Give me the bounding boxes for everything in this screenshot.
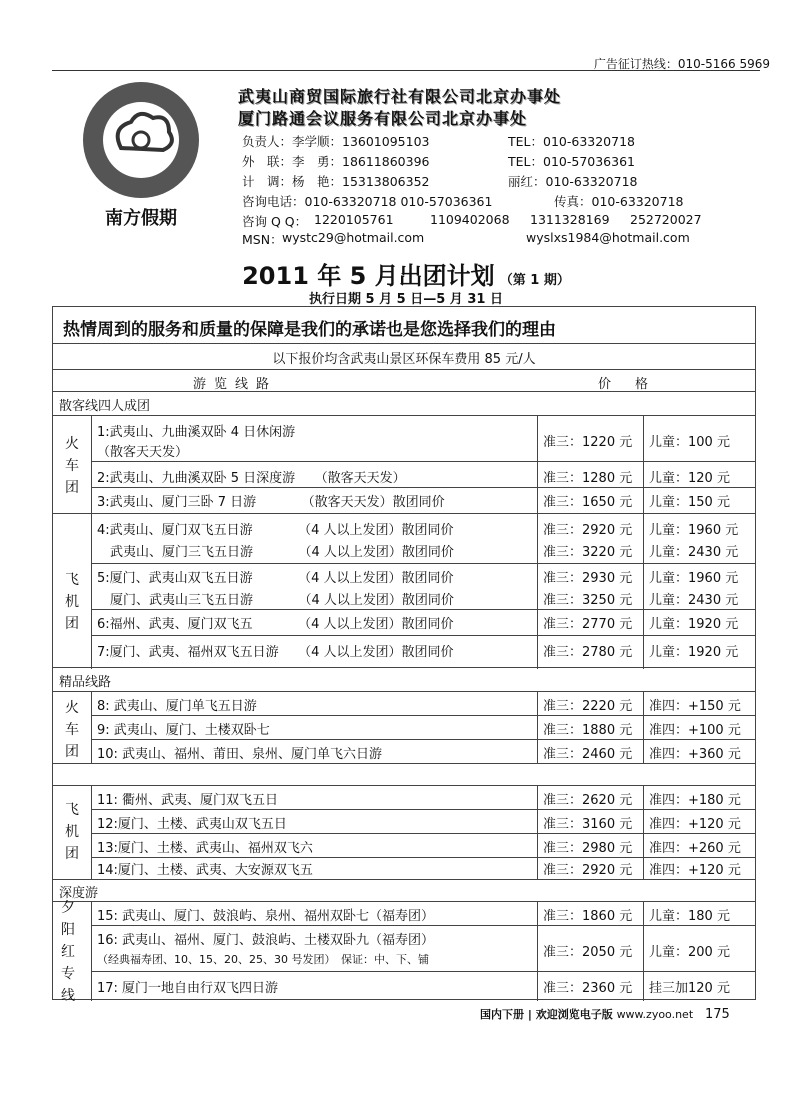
price-adult: 准三：2620 元 (543, 793, 633, 808)
slogan: 热情周到的服务和质量的保障是我们的承诺也是您选择我们的理由 (63, 320, 556, 340)
divider (91, 415, 92, 669)
divider (91, 739, 755, 740)
route-15: 15: 武夷山、厦门、鼓浪屿、泉州、福州双卧七（福寿团） (97, 909, 435, 924)
route-1-note: （散客天天发） (97, 445, 189, 460)
section-title: 散客线四人成团 (59, 399, 151, 414)
route-3: 3:武夷山、厦门三卧 7 日游 （散客天天发）散团同价 (97, 495, 445, 510)
divider (53, 667, 755, 668)
divider (53, 391, 755, 392)
price-adult: 准三：1880 元 (543, 723, 633, 738)
route-7: 7:厦门、武夷、福州双飞五日游 （4 人以上发团）散团同价 (97, 645, 454, 660)
divider (537, 691, 538, 763)
price-adult: 准三：2460 元 (543, 747, 633, 762)
footer-browse: 欢迎浏览电子版 (535, 1008, 613, 1021)
price-adult: 准三：2360 元 (543, 981, 633, 996)
route-5b: 厦门、武夷山三飞五日游 （4 人以上发团）散团同价 (97, 593, 454, 608)
price-adult: 准三：3160 元 (543, 817, 633, 832)
group-label-sunset: 夕 阳 红 专 线 (61, 900, 75, 1004)
page-footer (480, 1006, 730, 1022)
logo-emblem-icon (66, 78, 216, 208)
route-2: 2:武夷山、九曲溪双卧 5 日深度游 （散客天天发） (97, 471, 406, 486)
route-14: 14:厦门、土楼、武夷、大安源双飞五 (97, 863, 313, 878)
msn-account: wyslxs1984@hotmail.com (526, 230, 690, 245)
divider (53, 763, 755, 764)
price-extra: 儿童：1960 元 (649, 523, 739, 538)
divider (91, 715, 755, 716)
divider (53, 415, 755, 416)
price-extra: 准四：+260 元 (649, 841, 741, 856)
page-title (52, 256, 760, 291)
route-4b: 武夷山、厦门三飞五日游 （4 人以上发团）散团同价 (97, 545, 454, 560)
price-adult: 准三：2770 元 (543, 617, 633, 632)
fax: 传真：010-63320718 (554, 194, 684, 209)
price-extra: 准四：+150 元 (649, 699, 741, 714)
divider (91, 925, 755, 926)
price-adult: 准三：2050 元 (543, 945, 633, 960)
price-extra: 挂三加120 元 (649, 981, 730, 996)
divider (91, 833, 755, 834)
price-extra: 准四：+100 元 (649, 723, 741, 738)
price-adult: 准三：3220 元 (543, 545, 633, 560)
price-note: 以下报价均含武夷山景区环保车费用 85 元/人 (272, 352, 536, 367)
divider (91, 971, 755, 972)
inquiry-phone: 咨询电话：010-63320718 010-57036361 (242, 194, 493, 209)
planner-contact-2: 丽红：010-63320718 (508, 174, 638, 189)
route-8: 8: 武夷山、厦门单飞五日游 (97, 699, 257, 714)
price-extra: 儿童：100 元 (649, 435, 730, 450)
divider (537, 415, 538, 669)
price-extra: 准四：+120 元 (649, 863, 741, 878)
price-extra: 儿童：120 元 (649, 471, 730, 486)
ad-hotline: 广告征订热线：010-5166 5969 (593, 57, 770, 71)
divider (643, 691, 644, 763)
price-extra: 儿童：1960 元 (649, 571, 739, 586)
section-title: 精品线路 (59, 675, 112, 690)
divider (91, 461, 755, 462)
group-label-train: 火 车 团 (65, 436, 79, 496)
external-contact: 外 联：李 勇：18611860396 (242, 154, 430, 169)
route-11: 11: 衢州、武夷、厦门双飞五日 (97, 793, 279, 808)
footer-brand: 国内下册 (480, 1008, 524, 1021)
price-adult: 准三：1650 元 (543, 495, 633, 510)
divider (53, 343, 755, 344)
divider (53, 513, 755, 514)
route-10: 10: 武夷山、福州、莆田、泉州、厦门单飞六日游 (97, 747, 383, 762)
divider (91, 785, 92, 879)
divider (53, 901, 755, 902)
section-title: 深度游 (59, 886, 99, 901)
price-adult: 准三：2980 元 (543, 841, 633, 856)
principal-tel: TEL：010-63320718 (508, 134, 635, 149)
qq-number: 1109402068 (430, 212, 510, 227)
price-extra: 准四：+360 元 (649, 747, 741, 762)
price-adult: 准三：3250 元 (543, 593, 633, 608)
price-extra: 儿童：200 元 (649, 945, 730, 960)
divider (643, 415, 644, 669)
price-extra: 儿童：180 元 (649, 909, 730, 924)
divider (91, 563, 755, 564)
external-tel: TEL：010-57036361 (508, 154, 635, 169)
route-12: 12:厦门、土楼、武夷山双飞五日 (97, 817, 287, 832)
price-adult: 准三：2780 元 (543, 645, 633, 660)
divider (53, 879, 755, 880)
issue-number: （第 1 期） (499, 273, 570, 288)
price-adult: 准三：1280 元 (543, 471, 633, 486)
price-extra: 儿童：2430 元 (649, 545, 739, 560)
route-17: 17: 厦门一地自由行双飞四日游 (97, 981, 279, 996)
price-adult: 准三：2920 元 (543, 523, 633, 538)
divider (91, 901, 92, 1001)
principal-contact: 负责人：李学顺：13601095103 (242, 134, 430, 149)
planner-contact: 计 调：杨 艳：15313806352 (242, 174, 430, 189)
route-1: 1:武夷山、九曲溪双卧 4 日休闲游 (97, 425, 296, 440)
route-16: 16: 武夷山、福州、厦门、鼓浪屿、土楼双卧九（福寿团） (97, 933, 435, 948)
price-extra: 儿童：1920 元 (649, 617, 739, 632)
footer-url[interactable]: www.zyoo.net (616, 1008, 694, 1021)
price-adult: 准三：1860 元 (543, 909, 633, 924)
group-label-train: 火 车 团 (65, 700, 79, 760)
route-13: 13:厦门、土楼、武夷山、福州双飞六 (97, 841, 313, 856)
company-name-2: 厦门路通会议服务有限公司北京办事处 (238, 109, 528, 128)
price-adult: 准三：2220 元 (543, 699, 633, 714)
msn-account: wystc29@hotmail.com (282, 230, 425, 245)
msn-label: MSN： (242, 232, 283, 247)
price-extra: 准四：+120 元 (649, 817, 741, 832)
header-route: 游览线路 (193, 377, 278, 392)
page-number: 175 (704, 1007, 730, 1022)
price-extra: 准四：+180 元 (649, 793, 741, 808)
divider (537, 901, 538, 1001)
logo-caption: 南方假期 (105, 208, 177, 229)
divider (53, 691, 755, 692)
qq-label: 咨询 Q Q： (242, 214, 308, 229)
main-title: 2011 年 5 月出团计划 (242, 262, 495, 290)
qq-number: 1311328169 (530, 212, 610, 227)
execution-date: 执行日期 5 月 5 日—5 月 31 日 (309, 292, 503, 307)
price-adult: 准三：2930 元 (543, 571, 633, 586)
price-adult: 准三：1220 元 (543, 435, 633, 450)
divider (91, 635, 755, 636)
top-divider (52, 70, 760, 71)
route-6: 6:福州、武夷、厦门双飞五 （4 人以上发团）散团同价 (97, 617, 454, 632)
divider (53, 785, 755, 786)
qq-number: 1220105761 (314, 212, 394, 227)
divider (91, 809, 755, 810)
footer-separator: | (527, 1008, 532, 1021)
company-name-1: 武夷山商贸国际旅行社有限公司北京办事处 (238, 87, 562, 106)
route-16-note: （经典福寿团、10、15、20、25、30 号发团） 保证：中、下、铺 (97, 953, 429, 966)
divider (537, 785, 538, 879)
itinerary-table (52, 306, 756, 1004)
qq-number: 252720027 (630, 212, 702, 227)
divider (643, 785, 644, 879)
divider (91, 857, 755, 858)
divider (91, 487, 755, 488)
price-extra: 儿童：2430 元 (649, 593, 739, 608)
header-price: 价格 (598, 377, 673, 392)
price-adult: 准三：2920 元 (543, 863, 633, 878)
divider (643, 901, 644, 1001)
group-label-plane: 飞 机 团 (65, 572, 79, 632)
price-extra: 儿童：1920 元 (649, 645, 739, 660)
group-label-plane: 飞 机 团 (65, 802, 79, 862)
route-9: 9: 武夷山、厦门、土楼双卧七 (97, 723, 270, 738)
divider (91, 691, 92, 763)
route-4: 4:武夷山、厦门双飞五日游 （4 人以上发团）散团同价 (97, 523, 454, 538)
divider (91, 609, 755, 610)
price-extra: 儿童：150 元 (649, 495, 730, 510)
route-5: 5:厦门、武夷山双飞五日游 （4 人以上发团）散团同价 (97, 571, 454, 586)
divider (53, 369, 755, 370)
